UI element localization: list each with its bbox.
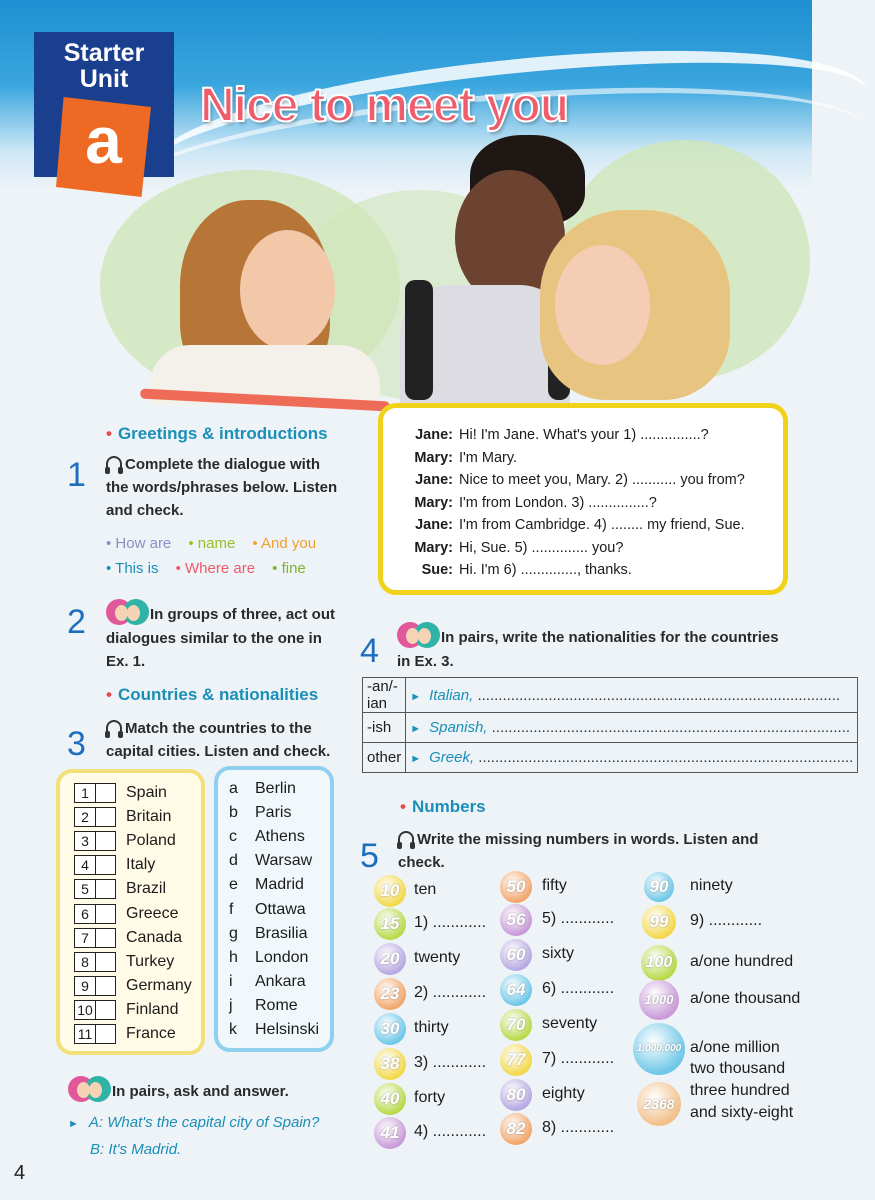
country-name: Poland xyxy=(126,832,176,850)
number-word: forty xyxy=(414,1089,446,1106)
play-arrow-icon: ► xyxy=(410,690,422,703)
country-name: Turkey xyxy=(126,952,175,970)
exercise-number-4: 4 xyxy=(360,632,379,670)
number-bubble: 90 xyxy=(644,872,674,902)
unit-label-line2: Unit xyxy=(79,65,129,93)
number-word: 7) ............ xyxy=(542,1050,615,1067)
capital-name: Ottawa xyxy=(255,900,306,918)
number-word: three hundred xyxy=(690,1082,790,1099)
number-word: seventy xyxy=(542,1015,598,1032)
nationalities-table xyxy=(362,677,858,773)
backpack-strap xyxy=(405,280,433,400)
capital-name: Rome xyxy=(255,996,298,1014)
capital-name: Madrid xyxy=(255,876,304,894)
answer-cell[interactable] xyxy=(406,678,858,713)
country-name: Brazil xyxy=(126,880,167,898)
word-bank-item: • fine xyxy=(272,560,306,577)
girl-left-face xyxy=(240,230,335,350)
unit-letter: a xyxy=(85,103,122,177)
example-answer: B: It's Madrid. xyxy=(90,1141,182,1158)
capital-letter: g xyxy=(229,924,238,942)
example-nationality: Greek, xyxy=(429,749,475,766)
country-number: 10 xyxy=(74,1000,96,1020)
number-word: a/one thousand xyxy=(690,990,801,1007)
bullet-dot-icon: • xyxy=(400,797,406,816)
page-title: Nice to meet you xyxy=(200,79,569,132)
country-number: 7 xyxy=(74,928,96,948)
suffix-cell: other xyxy=(363,743,406,773)
speaker-name: Mary: xyxy=(414,539,453,556)
answer-box[interactable] xyxy=(96,904,116,924)
bullet-dot-icon: • xyxy=(106,685,112,704)
exercise-number-2: 2 xyxy=(67,603,86,641)
number-word: eighty xyxy=(542,1085,585,1102)
number-bubble: 50 xyxy=(500,871,532,903)
example-nationality: Spanish, xyxy=(429,719,488,736)
country-item xyxy=(74,904,178,924)
speaker-name: Jane: xyxy=(415,517,453,533)
capital-letter: a xyxy=(229,780,238,797)
number-word: 4) ............ xyxy=(414,1123,487,1140)
answer-box[interactable] xyxy=(96,831,116,851)
country-item xyxy=(74,855,155,875)
capital-item xyxy=(229,780,296,798)
number-bubble: 80 xyxy=(500,1079,532,1111)
answer-cell[interactable] xyxy=(406,743,858,773)
number-word: 5) ............ xyxy=(542,910,615,927)
country-name: Canada xyxy=(126,928,183,946)
number-bubble: 77 xyxy=(500,1044,532,1076)
example-nationality: Italian, xyxy=(429,686,474,704)
country-item xyxy=(74,1000,178,1020)
unit-label-line1: Starter xyxy=(63,39,145,67)
number-bubble: 70 xyxy=(500,1009,532,1041)
suffix-cell: -ish xyxy=(363,713,406,743)
number-bubble: 99 xyxy=(642,905,676,939)
capital-name: Brasilia xyxy=(255,924,308,942)
headphones-icon xyxy=(106,456,122,470)
answer-box[interactable] xyxy=(96,1024,116,1044)
capital-letter: h xyxy=(229,948,238,966)
pair-work-icon xyxy=(68,1074,112,1104)
unit-label xyxy=(34,40,174,92)
capital-letter: j xyxy=(229,996,233,1014)
number-word: sixty xyxy=(542,945,574,962)
speaker-name: Mary: xyxy=(414,449,453,466)
capital-letter: k xyxy=(229,1021,237,1038)
capital-item xyxy=(229,925,307,943)
country-number: 11 xyxy=(74,1024,96,1044)
word-bank-item: • Where are xyxy=(175,560,256,577)
country-number: 6 xyxy=(74,904,96,924)
number-bubble: 100 xyxy=(641,945,677,981)
dialogue-text: Hi. I'm 6) .............., thanks. xyxy=(459,562,632,578)
heading-greetings: • Greetings & introductions xyxy=(106,424,328,443)
number-word: 9) ............ xyxy=(690,912,763,929)
country-name: Finland xyxy=(126,1001,179,1019)
pair-work-icon xyxy=(397,620,441,650)
nationality-row xyxy=(363,678,858,713)
answer-dots: ...................................................................................... xyxy=(491,719,851,736)
answer-dots: .......................................................................................... xyxy=(478,749,854,766)
number-word: thirty xyxy=(414,1019,449,1036)
example-question: ► A: What's the capital city of Spain? xyxy=(68,1114,320,1131)
country-number: 9 xyxy=(74,976,96,996)
dialogue-text: Hi! I'm Jane. What's your 1) ...............? xyxy=(459,427,709,443)
country-name: Spain xyxy=(126,784,167,802)
number-bubble: 1.000.000 xyxy=(633,1023,685,1075)
answer-box[interactable] xyxy=(96,928,116,948)
capital-letter: e xyxy=(229,876,238,894)
capital-name: Ankara xyxy=(255,972,306,990)
number-bubble: 10 xyxy=(374,875,406,907)
number-bubble: 15 xyxy=(374,908,406,940)
number-word: 6) ............ xyxy=(542,980,615,997)
pair-work-icon xyxy=(106,597,150,627)
number-word: twenty xyxy=(414,949,461,966)
country-number: 4 xyxy=(74,855,96,875)
answer-dots: ....................................................................................... xyxy=(477,686,841,704)
number-word: and sixty-eight xyxy=(690,1104,794,1121)
exercise-1-instruction: Complete the dialogue with the words/phrases below. Listen and check. xyxy=(106,456,338,519)
country-item xyxy=(74,928,182,948)
number-word: 8) ............ xyxy=(542,1119,615,1136)
dialogue-text: I'm from Cambridge. 4) ........ my friend, Sue. xyxy=(459,517,745,533)
answer-box[interactable] xyxy=(96,976,116,996)
capital-name: Helsinski xyxy=(255,1021,320,1038)
number-bubble: 56 xyxy=(500,904,532,936)
capital-name: Warsaw xyxy=(255,852,313,870)
number-bubble: 64 xyxy=(500,974,532,1006)
country-name: Greece xyxy=(126,904,179,922)
country-item xyxy=(74,976,192,996)
country-name: Italy xyxy=(126,856,156,874)
capital-item xyxy=(229,828,305,846)
number-word: ten xyxy=(414,881,437,898)
capital-letter: d xyxy=(229,852,238,870)
speaker-name: Sue: xyxy=(421,562,453,578)
country-list xyxy=(56,769,205,1055)
number-bubble: 30 xyxy=(374,1013,406,1045)
dialogue-text: Hi, Sue. 5) .............. you? xyxy=(459,539,624,556)
exercise-number-5: 5 xyxy=(360,837,379,875)
number-bubble: 23 xyxy=(374,978,406,1010)
dialogue-text: I'm from London. 3) ...............? xyxy=(459,494,657,511)
country-number: 2 xyxy=(74,807,96,827)
country-number: 1 xyxy=(74,783,96,803)
exercise-5-instruction: Write the missing numbers in words. Listen and check. xyxy=(398,831,759,871)
answer-box[interactable] xyxy=(96,807,116,827)
exercise-4-instruction: In pairs, write the nationalities for the countries in Ex. 3. xyxy=(397,620,792,673)
play-arrow-icon: ► xyxy=(68,1118,79,1130)
speaker-name: Jane: xyxy=(415,427,453,443)
country-name: Britain xyxy=(126,808,172,826)
headphones-icon xyxy=(398,831,414,845)
suffix-cell: -an/-ian xyxy=(363,678,406,713)
number-word: 1) ............ xyxy=(414,914,487,931)
country-number: 3 xyxy=(74,831,96,851)
number-bubble: 2368 xyxy=(637,1082,681,1126)
exercise-2-instruction: In groups of three, act out dialogues similar to the one in Ex. 1. xyxy=(106,597,346,673)
capital-name: Athens xyxy=(255,828,305,846)
word-bank-item: • How are xyxy=(106,535,172,552)
number-bubble: 1000 xyxy=(639,980,679,1020)
number-word: a/one hundred xyxy=(690,953,794,970)
word-bank xyxy=(106,531,356,581)
country-number: 5 xyxy=(74,879,96,899)
answer-box[interactable] xyxy=(96,879,116,899)
dialogue-text: Nice to meet you, Mary. 2) ........... you from? xyxy=(459,472,745,488)
capital-list xyxy=(214,766,334,1052)
capital-letter: f xyxy=(229,900,234,918)
speaker-name: Jane: xyxy=(415,472,453,488)
answer-box[interactable] xyxy=(96,783,116,803)
answer-box[interactable] xyxy=(96,855,116,875)
exercise-number-1: 1 xyxy=(67,456,86,494)
country-item xyxy=(74,831,176,851)
capital-name: Paris xyxy=(255,804,292,822)
exercise-3-instruction: Match the countries to the capital cities. Listen and check. xyxy=(106,720,331,760)
country-name: France xyxy=(126,1025,176,1043)
capital-item xyxy=(229,949,308,967)
country-item xyxy=(74,879,166,899)
photo-three-girls xyxy=(100,150,812,400)
nationality-row xyxy=(363,713,858,743)
nationality-row xyxy=(363,743,858,773)
capital-item xyxy=(229,997,298,1015)
number-bubble: 82 xyxy=(500,1113,532,1145)
number-word: two thousand xyxy=(690,1060,786,1077)
capital-item xyxy=(229,973,306,991)
capital-letter: c xyxy=(229,828,237,846)
number-word: 2) ............ xyxy=(414,984,487,1001)
number-bubble: 20 xyxy=(374,943,406,975)
capital-item xyxy=(229,901,306,919)
girl-right-face xyxy=(555,245,650,365)
answer-box[interactable] xyxy=(96,952,116,972)
number-word: fifty xyxy=(542,877,567,894)
number-bubble: 60 xyxy=(500,939,532,971)
dialogue-box xyxy=(378,403,788,595)
country-item xyxy=(74,783,167,803)
capital-item xyxy=(229,1021,319,1039)
heading-numbers: • Numbers xyxy=(400,797,486,816)
play-arrow-icon: ► xyxy=(410,753,422,765)
heading-countries: • Countries & nationalities xyxy=(106,685,319,704)
word-bank-item: • This is xyxy=(106,560,159,577)
number-word: ninety xyxy=(690,877,733,894)
answer-cell[interactable] xyxy=(406,713,858,743)
capital-item xyxy=(229,852,312,870)
exercise-number-3: 3 xyxy=(67,725,86,763)
pairs-ask-answer-instruction: In pairs, ask and answer. xyxy=(68,1074,358,1104)
country-item xyxy=(74,952,174,972)
capital-letter: i xyxy=(229,972,233,990)
dialogue-text: I'm Mary. xyxy=(459,449,518,466)
country-item xyxy=(74,1024,176,1044)
capital-item xyxy=(229,804,291,822)
country-number: 8 xyxy=(74,952,96,972)
capital-letter: b xyxy=(229,804,238,822)
bullet-dot-icon: • xyxy=(106,424,112,443)
page-number: 4 xyxy=(14,1162,26,1184)
number-bubble: 38 xyxy=(374,1048,406,1080)
number-word: a/one million xyxy=(690,1039,780,1056)
capital-item xyxy=(229,876,304,894)
country-name: Germany xyxy=(126,977,192,995)
play-arrow-icon: ► xyxy=(410,723,422,735)
number-bubble: 40 xyxy=(374,1083,406,1115)
capital-name: London xyxy=(255,948,309,966)
number-bubble: 41 xyxy=(374,1117,406,1149)
headphones-icon xyxy=(106,720,122,734)
number-word: 3) ............ xyxy=(414,1054,487,1071)
answer-box[interactable] xyxy=(96,1000,116,1020)
capital-name: Berlin xyxy=(255,780,296,797)
word-bank-item: • name xyxy=(188,535,236,552)
country-item xyxy=(74,807,171,827)
speaker-name: Mary: xyxy=(414,494,453,511)
word-bank-item: • And you xyxy=(252,535,317,552)
